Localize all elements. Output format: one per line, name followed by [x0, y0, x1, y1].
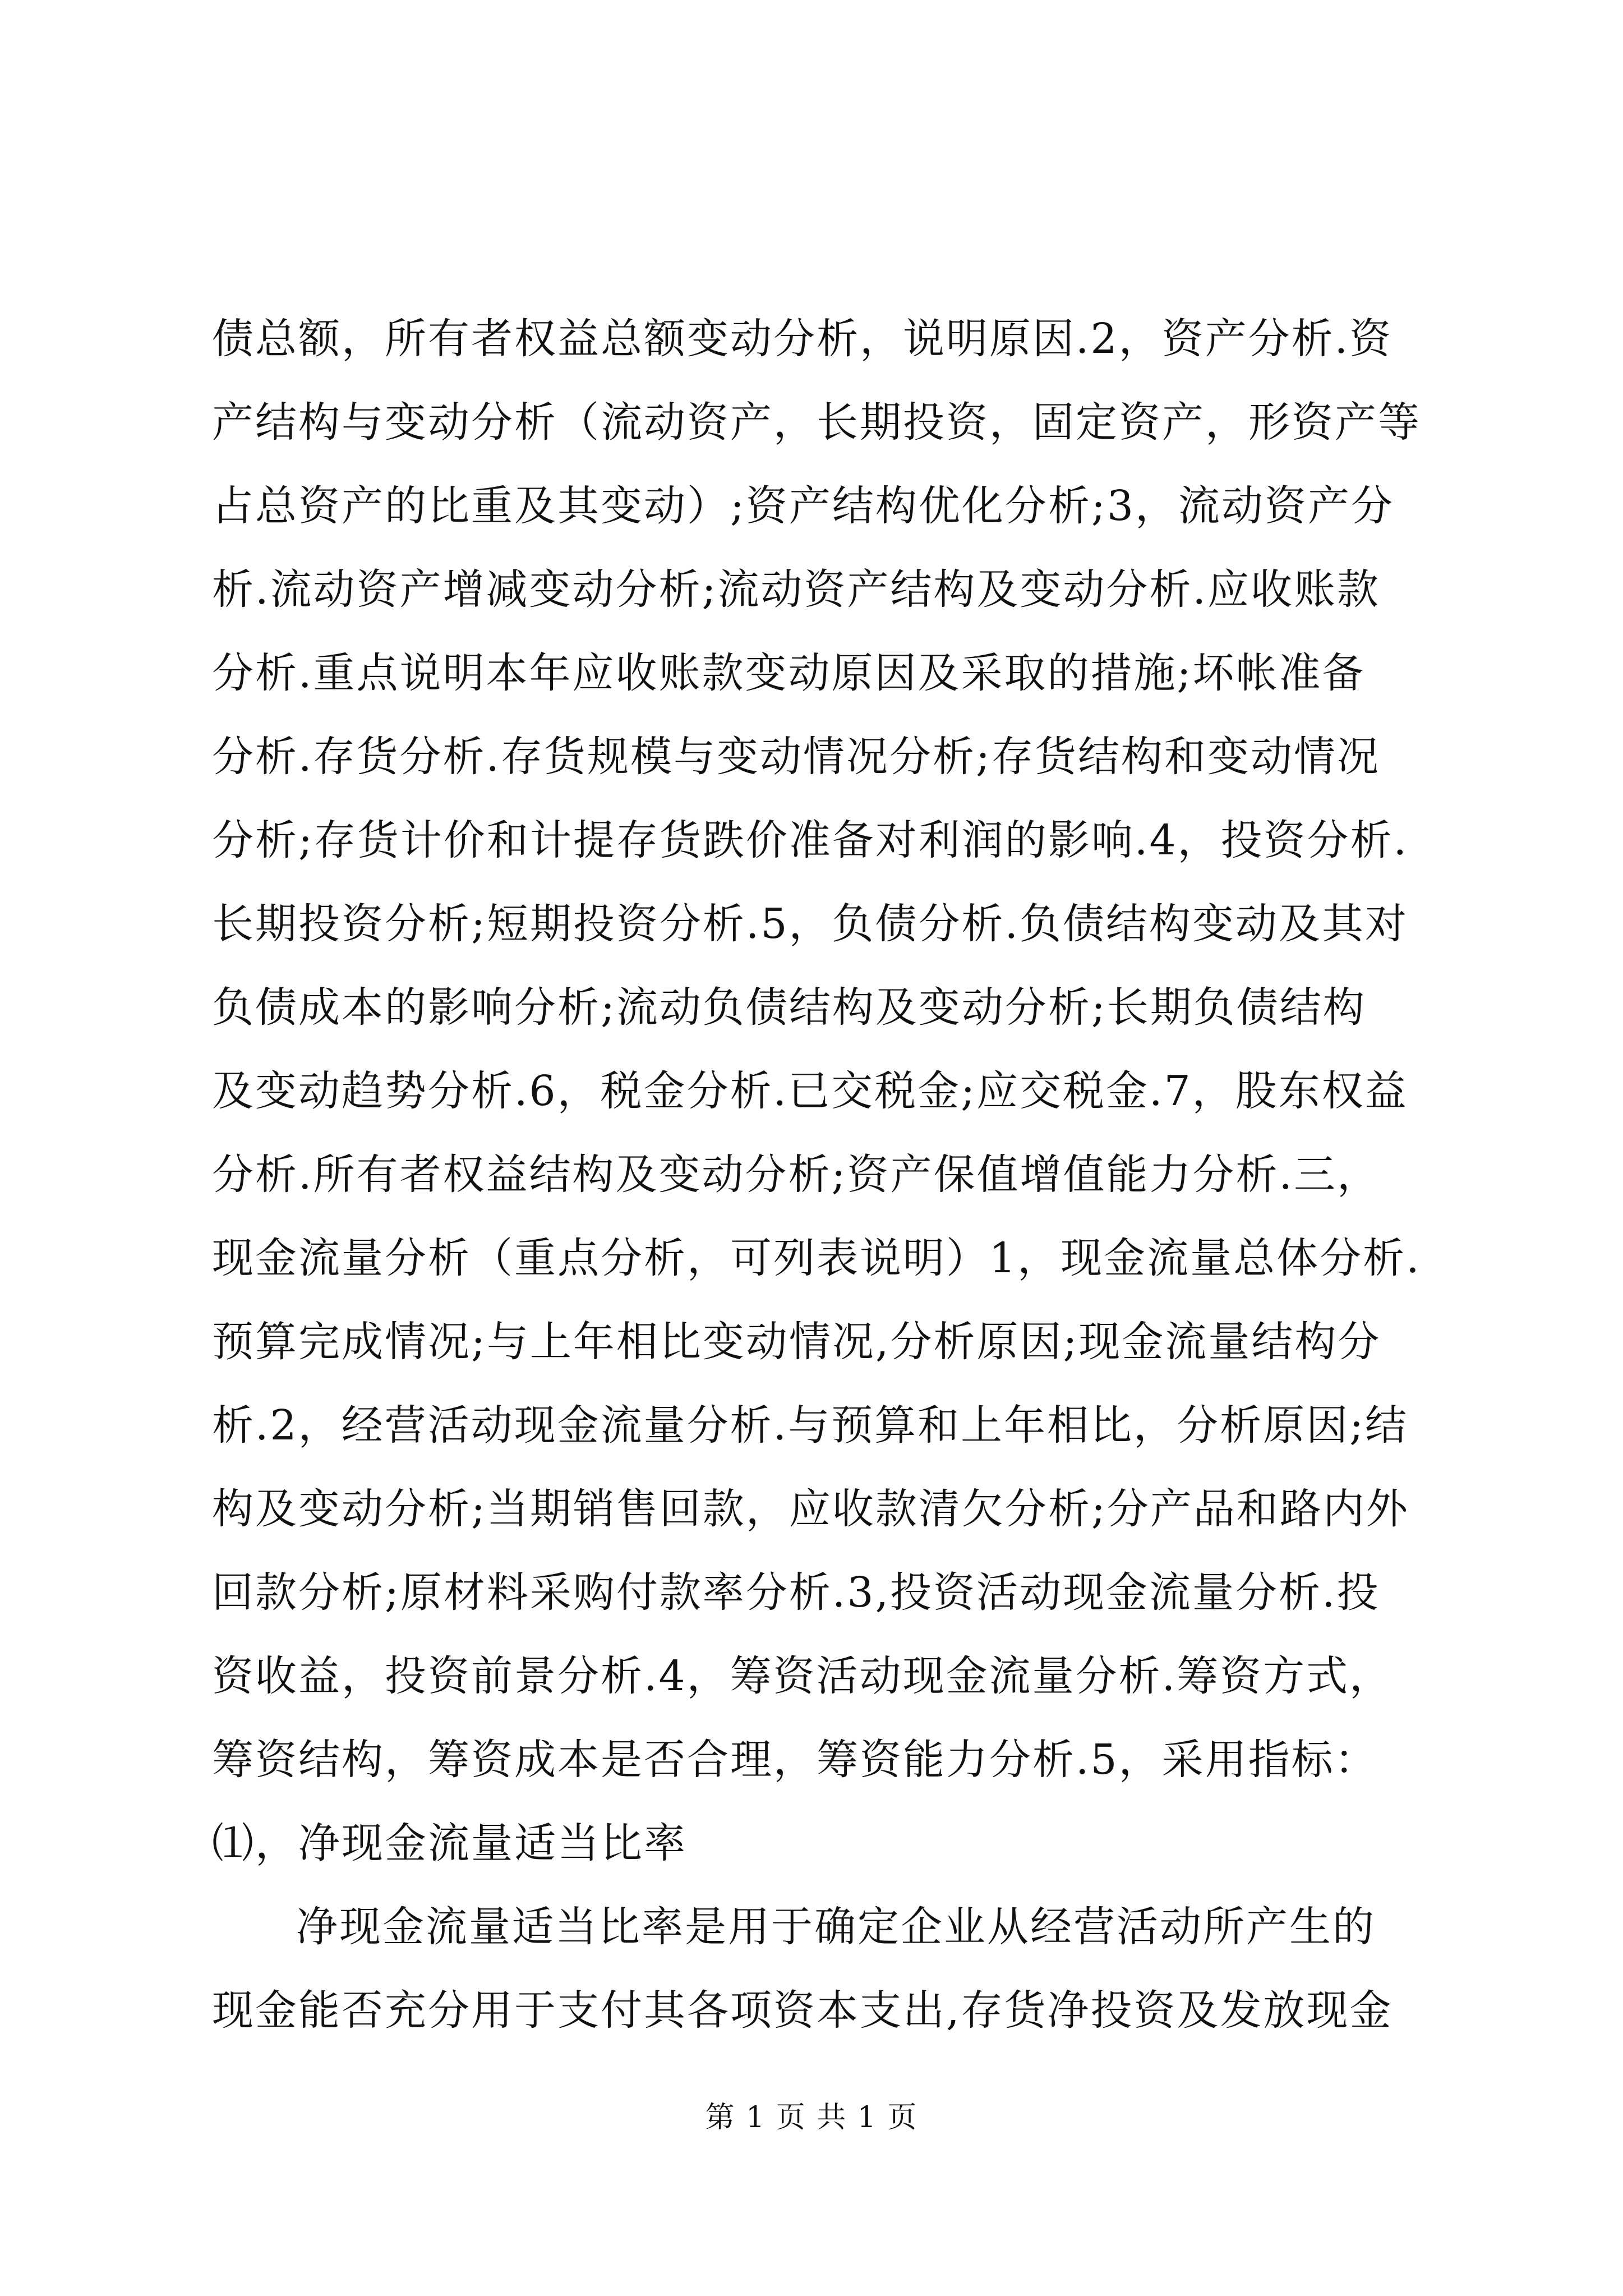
text-line: 析.流动资产增减变动分析;流动资产结构及变动分析.应收账款	[212, 565, 1380, 614]
text-line: 分析.重点说明本年应收账款变动原因及采取的措施;坏帐准备	[212, 649, 1366, 697]
text-line: 筹资结构，筹资成本是否合理，筹资能力分析.5，采用指标：	[212, 1736, 1378, 1784]
text-line: 分析.存货分析.存货规模与变动情况分析;存货结构和变动情况	[212, 733, 1380, 781]
text-line: 分析;存货计价和计提存货跌价准备对利润的影响.4，投资分析.	[212, 816, 1409, 864]
text-line: 分析.所有者权益结构及变动分析;资产保值增值能力分析.三，	[212, 1151, 1380, 1199]
text-line: 产结构与变动分析（流动资产，长期投资，固定资产，形资产等	[212, 398, 1421, 447]
text-line: 及变动趋势分析.6，税金分析.已交税金;应交税金.7，股东权益	[212, 1067, 1408, 1115]
text-line: 析.2，经营活动现金流量分析.与预算和上年相比，分析原因;结	[212, 1401, 1409, 1450]
text-line: 负债成本的影响分析;流动负债结构及变动分析;长期负债结构	[212, 983, 1366, 1032]
text-line: ⑴，净现金流量适当比率	[212, 1819, 687, 1867]
text-line: 占总资产的比重及其变动）;资产结构优化分析;3，流动资产分	[212, 482, 1394, 530]
text-line: 现金流量分析（重点分析，可列表说明）1，现金流量总体分析.	[212, 1234, 1421, 1282]
text-line: 预算完成情况;与上年相比变动情况,分析原因;现金流量结构分	[212, 1318, 1381, 1366]
text-line: 长期投资分析;短期投资分析.5，负债分析.负债结构变动及其对	[212, 900, 1409, 948]
text-line: 构及变动分析;当期销售回款，应收款清欠分析;分产品和路内外	[212, 1485, 1409, 1533]
text-line: 债总额，所有者权益总额变动分析，说明原因.2，资产分析.资	[212, 315, 1393, 363]
text-line: 资收益，投资前景分析.4，筹资活动现金流量分析.筹资方式，	[212, 1652, 1393, 1700]
paragraph-first-line: 净现金流量适当比率是用于确定企业从经营活动所产生的	[296, 1903, 1376, 1951]
page-footer: 第 1 页 共 1 页	[705, 2101, 918, 2134]
body-text	[212, 297, 1421, 2053]
text-line: 现金能否充分用于支付其各项资本支出,存货净投资及发放现金	[212, 1986, 1393, 2035]
text-line: 回款分析;原材料采购付款率分析.3,投资活动现金流量分析.投	[212, 1568, 1380, 1617]
